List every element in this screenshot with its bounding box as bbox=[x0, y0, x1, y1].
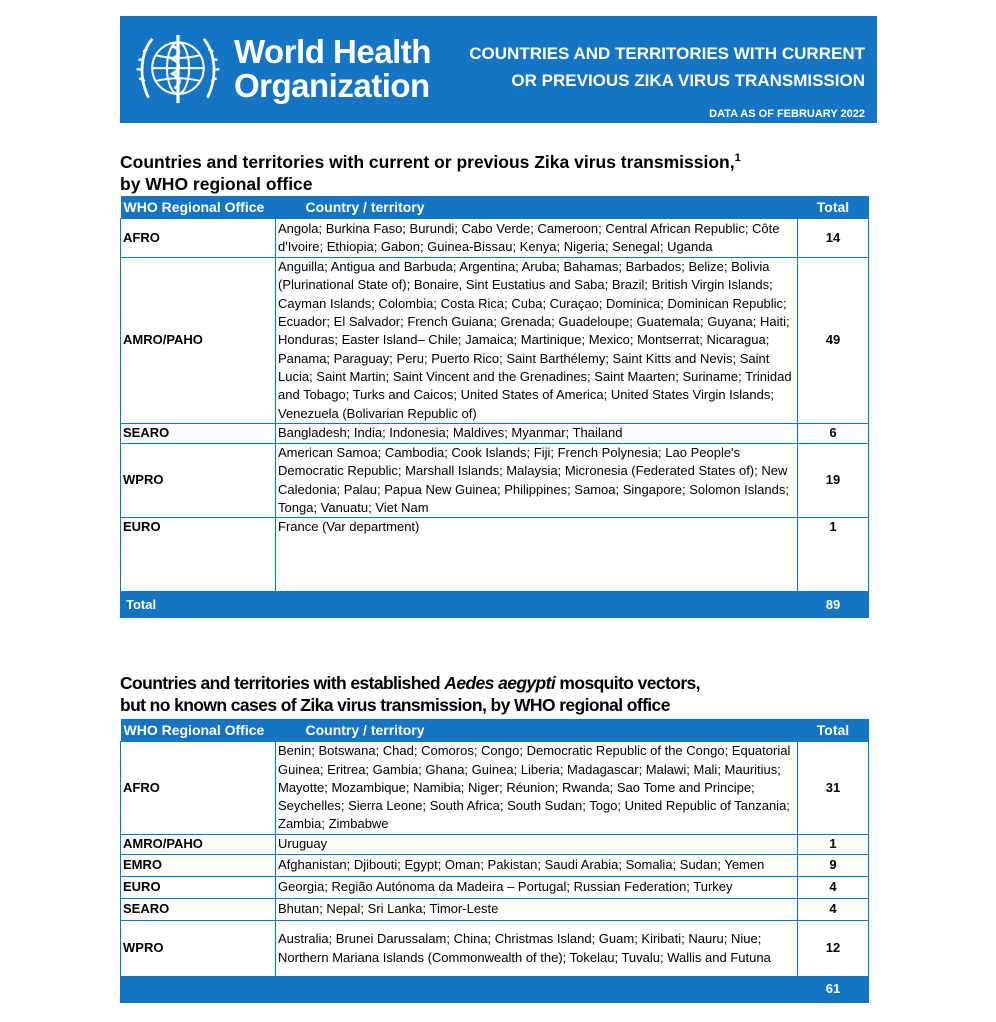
office-cell: EURO bbox=[121, 518, 276, 592]
countries-cell: Afghanistan; Djibouti; Egypt; Oman; Pakistan; Saudi Arabia; Somalia; Sudan; Yemen bbox=[276, 855, 798, 877]
who-banner bbox=[120, 16, 877, 123]
total-spacer bbox=[121, 977, 276, 1003]
section2-heading-post: mosquito vectors, bbox=[555, 673, 700, 693]
section2-heading-pre: Countries and territories with established bbox=[120, 673, 445, 693]
office-cell: SEARO bbox=[121, 899, 276, 921]
total-spacer bbox=[276, 592, 798, 618]
title-line2: OR PREVIOUS ZIKA VIRUS TRANSMISSION bbox=[511, 71, 865, 90]
table-row bbox=[121, 835, 869, 855]
countries-cell: Bangladesh; India; Indonesia; Maldives; Myanmar; Thailand bbox=[276, 424, 798, 444]
office-cell: WPRO bbox=[121, 921, 276, 977]
data-date: DATA AS OF FEBRUARY 2022 bbox=[709, 108, 865, 120]
transmission-table bbox=[120, 196, 869, 618]
total-label: Total bbox=[121, 592, 276, 618]
col-header-country: Country / territory bbox=[276, 719, 798, 742]
total-cell: 4 bbox=[798, 899, 869, 921]
table-row bbox=[121, 219, 869, 258]
grand-total: 89 bbox=[798, 592, 869, 618]
table-row bbox=[121, 518, 869, 592]
office-cell: EMRO bbox=[121, 855, 276, 877]
vector-table bbox=[120, 719, 869, 1003]
countries-cell: Uruguay bbox=[276, 835, 798, 855]
table-row bbox=[121, 855, 869, 877]
col-header-country: Country / territory bbox=[276, 196, 798, 219]
total-cell: 49 bbox=[798, 258, 869, 424]
species-name: Aedes aegypti bbox=[444, 673, 556, 693]
office-cell: AFRO bbox=[121, 219, 276, 258]
total-cell: 12 bbox=[798, 921, 869, 977]
total-cell: 6 bbox=[798, 424, 869, 444]
countries-cell: Australia; Brunei Darussalam; China; Christmas Island; Guam; Kiribati; Nauru; Niue; Northern Mariana Islands (Commonwealth of the); Tokelau; Tuvalu; Wallis and Futuna bbox=[276, 921, 798, 977]
office-cell: AMRO/PAHO bbox=[121, 835, 276, 855]
org-name bbox=[234, 35, 431, 103]
office-cell: AMRO/PAHO bbox=[121, 258, 276, 424]
total-spacer bbox=[276, 977, 798, 1003]
footnote-marker: 1 bbox=[734, 152, 741, 164]
grand-total: 61 bbox=[798, 977, 869, 1003]
countries-cell: Bhutan; Nepal; Sri Lanka; Timor-Leste bbox=[276, 899, 798, 921]
table-total-row bbox=[121, 977, 869, 1003]
col-header-office: WHO Regional Office bbox=[121, 719, 276, 742]
table-row bbox=[121, 444, 869, 518]
table-row bbox=[121, 258, 869, 424]
who-emblem-icon bbox=[132, 24, 224, 116]
col-header-total: Total bbox=[798, 196, 869, 219]
office-cell: SEARO bbox=[121, 424, 276, 444]
org-name-line2: Organization bbox=[234, 67, 430, 104]
col-header-total: Total bbox=[798, 719, 869, 742]
office-cell: EURO bbox=[121, 877, 276, 899]
office-cell: AFRO bbox=[121, 742, 276, 835]
table-row bbox=[121, 424, 869, 444]
total-cell: 1 bbox=[798, 518, 869, 592]
countries-cell: American Samoa; Cambodia; Cook Islands; Fiji; French Polynesia; Lao People's Democratic Republic; Marshall Islands; Malaysia; Micronesia (Federated States of); New Caledonia; Palau; Papua New Guinea; Philippines; Samoa; Singapore; Solomon Islands; Tonga; Vanuatu; Viet Nam bbox=[276, 444, 798, 518]
countries-cell: Georgia; Região Autónoma da Madeira – Portugal; Russian Federation; Turkey bbox=[276, 877, 798, 899]
table-row bbox=[121, 899, 869, 921]
section2-heading-line2: but no known cases of Zika virus transmission, by WHO regional office bbox=[120, 695, 670, 715]
table-row bbox=[121, 921, 869, 977]
countries-cell: Anguilla; Antigua and Barbuda; Argentina; Aruba; Bahamas; Barbados; Belize; Bolivia (Plurinational State of); Bonaire, Sint Eustatius and Saba; Brazil; British Virgin Islands; Cayman Islands; Colombia; Costa Rica; Cuba; Curaçao; Dominica; Dominican Republic; Ecuador; El Salvador; French Guiana; Grenada; Guadeloupe; Guatemala; Guyana; Haiti; Honduras; Easter Island– Chile; Jamaica; Martinique; Mexico; Montserrat; Nicaragua; Panama; Paraguay; Peru; Puerto Rico; Saint Barthélemy; Saint Kitts and Nevis; Saint Lucia; Saint Martin; Saint Vincent and the Grenadines; Saint Maarten; Suriname; Trinidad and Tobago; Turks and Caicos; United States of America; United States Virgin Islands; Venezuela (Bolivarian Republic of) bbox=[276, 258, 798, 424]
total-cell: 1 bbox=[798, 835, 869, 855]
total-cell: 31 bbox=[798, 742, 869, 835]
title-line1: COUNTRIES AND TERRITORIES WITH CURRENT bbox=[469, 44, 865, 63]
table-row bbox=[121, 742, 869, 835]
table-header-row bbox=[121, 719, 869, 742]
table-header-row bbox=[121, 196, 869, 219]
countries-cell: Benin; Botswana; Chad; Comoros; Congo; Democratic Republic of the Congo; Equatorial Guinea; Eritrea; Gambia; Ghana; Guinea; Liberia; Madagascar; Malawi; Mali; Mauritius; Mayotte; Mozambique; Namibia; Niger; Réunion; Rwanda; Sao Tome and Principe; Seychelles; Sierra Leone; South Africa; South Sudan; Togo; United Republic of Tanzania; Zambia; Zimbabwe bbox=[276, 742, 798, 835]
total-cell: 4 bbox=[798, 877, 869, 899]
total-cell: 14 bbox=[798, 219, 869, 258]
section2-heading bbox=[120, 672, 880, 716]
table-total-row bbox=[121, 592, 869, 618]
org-name-line1: World Health bbox=[234, 33, 431, 70]
section1-heading-line2: by WHO regional office bbox=[120, 173, 313, 194]
table-row bbox=[121, 877, 869, 899]
section1-heading-line1: Countries and territories with current or previous Zika virus transmission, bbox=[120, 151, 735, 172]
total-cell: 9 bbox=[798, 855, 869, 877]
countries-cell: Angola; Burkina Faso; Burundi; Cabo Verde; Cameroon; Central African Republic; Côte d'Ivoire; Ethiopia; Gabon; Guinea-Bissau; Kenya; Nigeria; Senegal; Uganda bbox=[276, 219, 798, 258]
countries-cell: France (Var department) bbox=[276, 518, 798, 592]
col-header-office: WHO Regional Office bbox=[121, 196, 276, 219]
total-cell: 19 bbox=[798, 444, 869, 518]
document-title bbox=[425, 40, 865, 94]
section1-heading bbox=[120, 147, 880, 195]
office-cell: WPRO bbox=[121, 444, 276, 518]
